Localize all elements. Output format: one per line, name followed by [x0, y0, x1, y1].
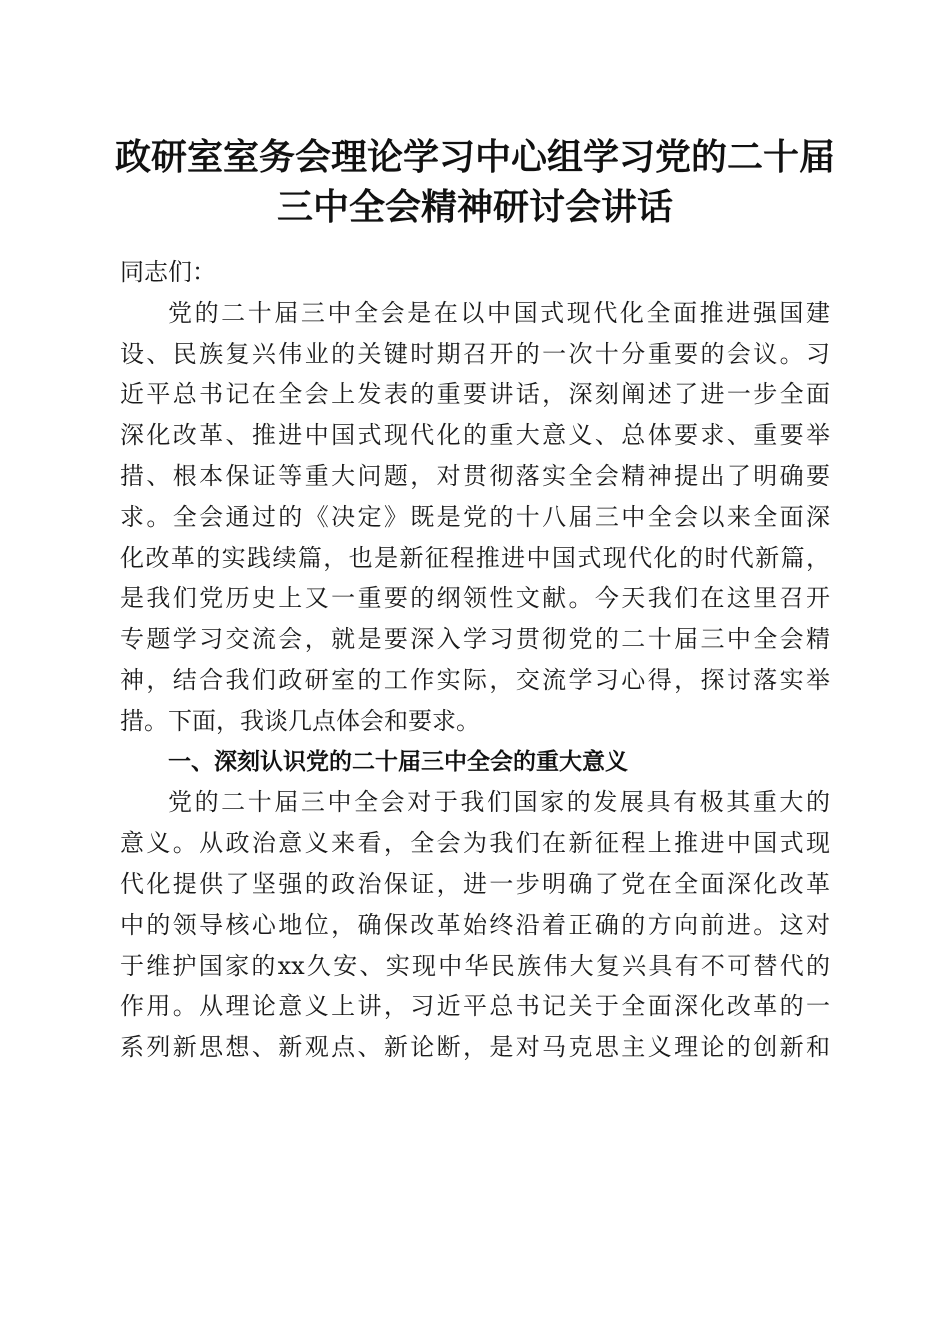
title-line-2: 三中全会精神研讨会讲话: [276, 186, 673, 228]
document-title: [110, 132, 840, 232]
paragraph-line: 措。下面，我谈几点体会和要求。: [120, 706, 480, 735]
section-heading-1: 一、深刻认识党的二十届三中全会的重大意义: [168, 748, 628, 775]
paragraph-line: 措、根本保证等重大问题，对贯彻落实全会精神提出了明确要: [120, 461, 830, 490]
paragraph-line: 专题学习交流会，就是要深入学习贯彻党的二十届三中全会精: [120, 625, 830, 654]
paragraph-line: 于维护国家的xx久安、实现中华民族伟大复兴具有不可替代的: [120, 951, 830, 980]
paragraph-line: 作用。从理论意义上讲，习近平总书记关于全面深化改革的一: [120, 992, 830, 1021]
paragraph-line: 是我们党历史上又一重要的纲领性文献。今天我们在这里召开: [120, 584, 830, 613]
paragraph-line: 深化改革、推进中国式现代化的重大意义、总体要求、重要举: [120, 421, 830, 450]
paragraph-line: 中的领导核心地位，确保改革始终沿着正确的方向前进。这对: [120, 910, 830, 939]
paragraph-line: 党的二十届三中全会是在以中国式现代化全面推进强国建: [168, 298, 830, 327]
paragraph-line: 神，结合我们政研室的工作实际，交流学习心得，探讨落实举: [120, 665, 830, 694]
paragraph-1: [120, 293, 830, 742]
paragraph-line: 意义。从政治意义来看，全会为我们在新征程上推进中国式现: [120, 829, 830, 858]
paragraph-line: 化改革的实践续篇，也是新征程推进中国式现代化的时代新篇，: [120, 543, 830, 572]
greeting: 同志们：: [120, 258, 216, 286]
paragraph-line: 设、民族复兴伟业的关键时期召开的一次十分重要的会议。习: [120, 339, 830, 368]
paragraph-line: 求。全会通过的《决定》既是党的十八届三中全会以来全面深: [120, 502, 830, 531]
paragraph-2: [120, 782, 830, 1068]
paragraph-line: 近平总书记在全会上发表的重要讲话，深刻阐述了进一步全面: [120, 380, 830, 409]
document-body: [120, 252, 830, 1068]
paragraph-line: 系列新思想、新观点、新论断，是对马克思主义理论的创新和: [120, 1033, 830, 1062]
title-line-1: 政研室室务会理论学习中心组学习党的二十届: [114, 136, 835, 178]
paragraph-line: 党的二十届三中全会对于我们国家的发展具有极其重大的: [168, 788, 830, 817]
paragraph-line: 代化提供了坚强的政治保证，进一步明确了党在全面深化改革: [120, 869, 830, 898]
